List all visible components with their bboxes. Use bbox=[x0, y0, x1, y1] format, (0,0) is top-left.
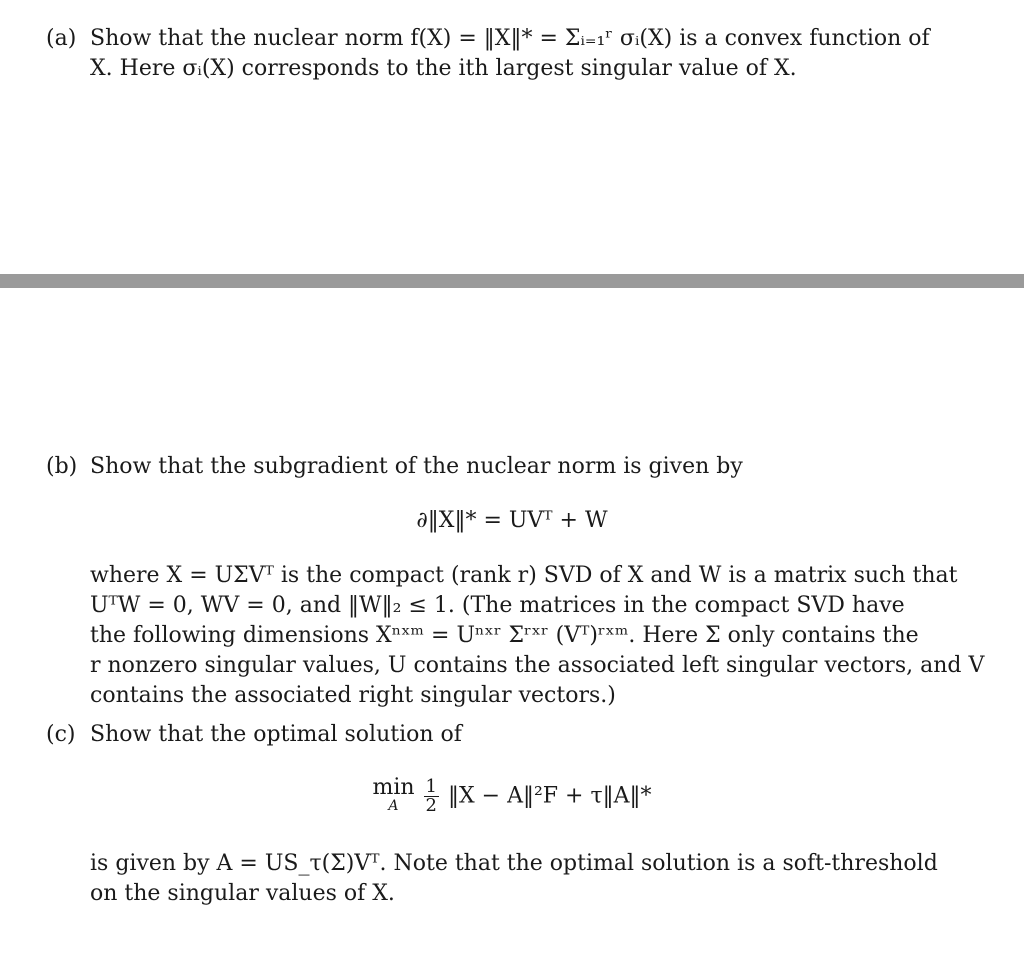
half-fraction bbox=[424, 778, 439, 815]
subgradient-equation: ∂‖X‖* = UVᵀ + W bbox=[416, 508, 608, 533]
part-b-line-2: UᵀW = 0, WV = 0, and ‖W‖₂ ≤ 1. (The matrices in the compact SVD have bbox=[90, 593, 905, 618]
min-operator bbox=[372, 774, 415, 815]
part-a-line-2: X. Here σᵢ(X) corresponds to the ith largest singular value of X. bbox=[90, 56, 797, 81]
part-b-label: (b) bbox=[46, 454, 78, 479]
part-b-line-1: where X = UΣVᵀ is the compact (rank r) SVD of X and W is a matrix such that bbox=[90, 563, 958, 588]
part-b-line-5: contains the associated right singular vectors.) bbox=[90, 683, 616, 708]
fraction-denominator: 2 bbox=[425, 795, 437, 816]
part-c-line-1: is given by A = US_τ(Σ)Vᵀ. Note that the optimal solution is a soft-threshold bbox=[90, 851, 938, 876]
min-subscript: A bbox=[388, 797, 399, 814]
part-b-line-3: the following dimensions Xⁿˣᵐ = Uⁿˣʳ Σʳˣʳ (Vᵀ)ʳˣᵐ. Here Σ only contains the bbox=[90, 623, 919, 648]
part-c-line-2: on the singular values of X. bbox=[90, 881, 395, 906]
part-b-line-4: r nonzero singular values, U contains the associated left singular vectors, and V bbox=[90, 653, 985, 678]
part-a-label: (a) bbox=[46, 26, 77, 51]
section-divider bbox=[0, 274, 1024, 288]
part-c-intro: Show that the optimal solution of bbox=[90, 722, 462, 747]
part-b-intro: Show that the subgradient of the nuclear norm is given by bbox=[90, 454, 743, 479]
objective-expression: ‖X − A‖²F + τ‖A‖* bbox=[447, 783, 652, 809]
optimization-problem bbox=[0, 774, 1024, 816]
part-a-line-1: Show that the nuclear norm f(X) = ‖X‖* = Σᵢ₌₁ʳ σᵢ(X) is a convex function of bbox=[90, 26, 930, 51]
fraction-numerator: 1 bbox=[425, 776, 437, 797]
min-word: min bbox=[372, 774, 415, 800]
part-c-label: (c) bbox=[46, 722, 76, 747]
